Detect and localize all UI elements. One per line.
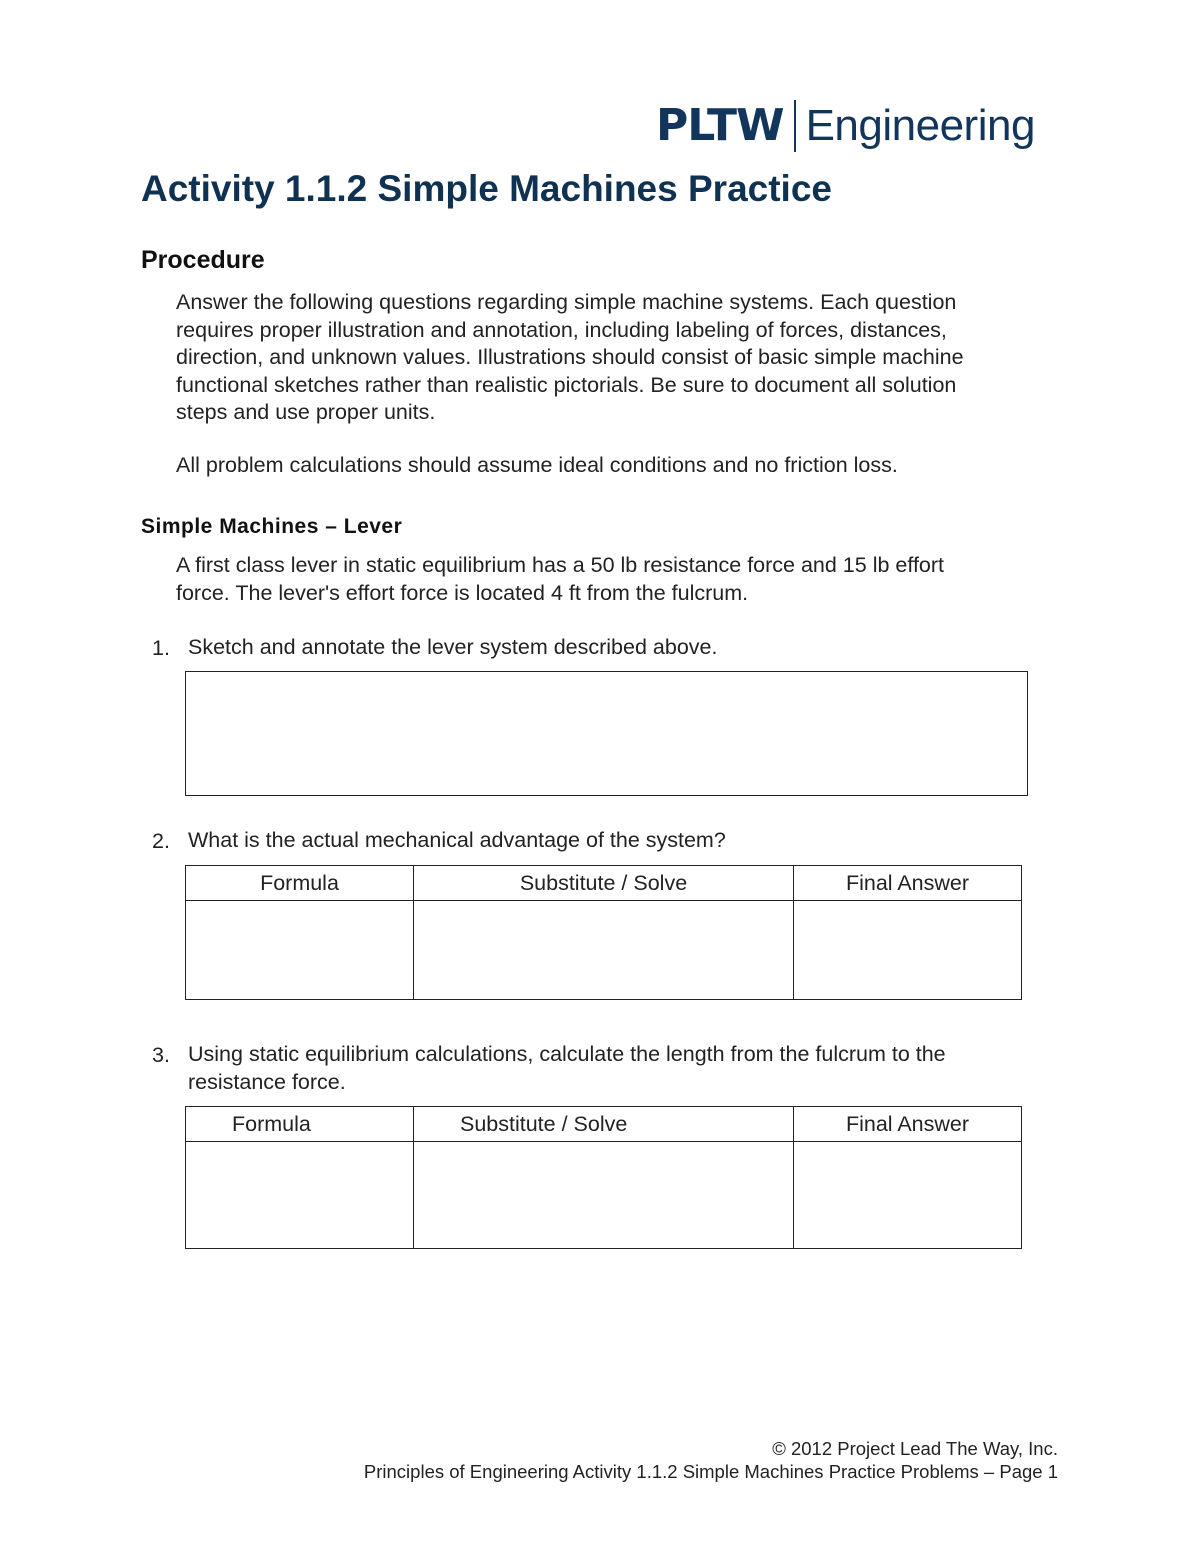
logo-product: Engineering <box>805 101 1035 150</box>
procedure-line: functional sketches rather than realistic pictorials. Be sure to document all solution <box>176 372 957 397</box>
question-3-line: Using static equilibrium calculations, calculate the length from the fulcrum to the <box>188 1042 946 1066</box>
page-title: Activity 1.1.2 Simple Machines Practice <box>141 168 832 209</box>
pltw-engineering-logo <box>656 96 1035 156</box>
procedure-heading: Procedure <box>141 246 265 274</box>
procedure-line: requires proper illustration and annotation, including labeling of forces, distances, <box>176 317 947 342</box>
question-2-text: What is the actual mechanical advantage of the system? <box>188 828 726 852</box>
formula-header: Formula <box>186 1107 414 1142</box>
solve-header: Substitute / Solve <box>414 866 794 901</box>
logo-divider <box>794 100 796 152</box>
solve-header: Substitute / Solve <box>414 1107 794 1142</box>
question-3-number: 3. <box>152 1043 170 1067</box>
lever-section-heading: Simple Machines – Lever <box>141 515 403 538</box>
formula-answer-cell[interactable] <box>186 901 414 1000</box>
assumption-paragraph: All problem calculations should assume ideal conditions and no friction loss. <box>176 453 898 477</box>
footer-page-info: Principles of Engineering Activity 1.1.2 Simple Machines Practice Problems – Page 1 <box>363 1461 1058 1482</box>
question-3-line: resistance force. <box>188 1069 346 1094</box>
formula-header: Formula <box>186 866 414 901</box>
solve-answer-cell[interactable] <box>414 901 794 1000</box>
sketch-answer-box[interactable] <box>185 671 1028 796</box>
procedure-line: steps and use proper units. <box>176 400 436 424</box>
procedure-line: direction, and unknown values. Illustrations should consist of basic simple machine <box>176 345 964 369</box>
final-answer-cell[interactable] <box>794 1142 1022 1249</box>
question-2-number: 2. <box>152 829 170 853</box>
procedure-paragraph <box>176 289 1056 427</box>
final-answer-header: Final Answer <box>794 1107 1022 1142</box>
logo-brand: PLTW <box>656 100 784 151</box>
question-1-number: 1. <box>152 636 170 660</box>
procedure-line: Answer the following questions regarding simple machine systems. Each question <box>176 290 957 314</box>
lever-description <box>176 552 1056 607</box>
formula-answer-cell[interactable] <box>186 1142 414 1249</box>
question-3-answer-table <box>185 1106 1022 1249</box>
lever-description-line: A first class lever in static equilibrium has a 50 lb resistance force and 15 lb effort <box>176 553 945 577</box>
final-answer-header: Final Answer <box>794 866 1022 901</box>
question-2-answer-table <box>185 865 1022 1000</box>
lever-description-line: force. The lever's effort force is located 4 ft from the fulcrum. <box>176 580 749 605</box>
final-answer-cell[interactable] <box>794 901 1022 1000</box>
question-3-text <box>188 1041 946 1096</box>
footer-copyright: © 2012 Project Lead The Way, Inc. <box>772 1438 1058 1459</box>
question-1-text: Sketch and annotate the lever system described above. <box>188 635 718 659</box>
solve-answer-cell[interactable] <box>414 1142 794 1249</box>
